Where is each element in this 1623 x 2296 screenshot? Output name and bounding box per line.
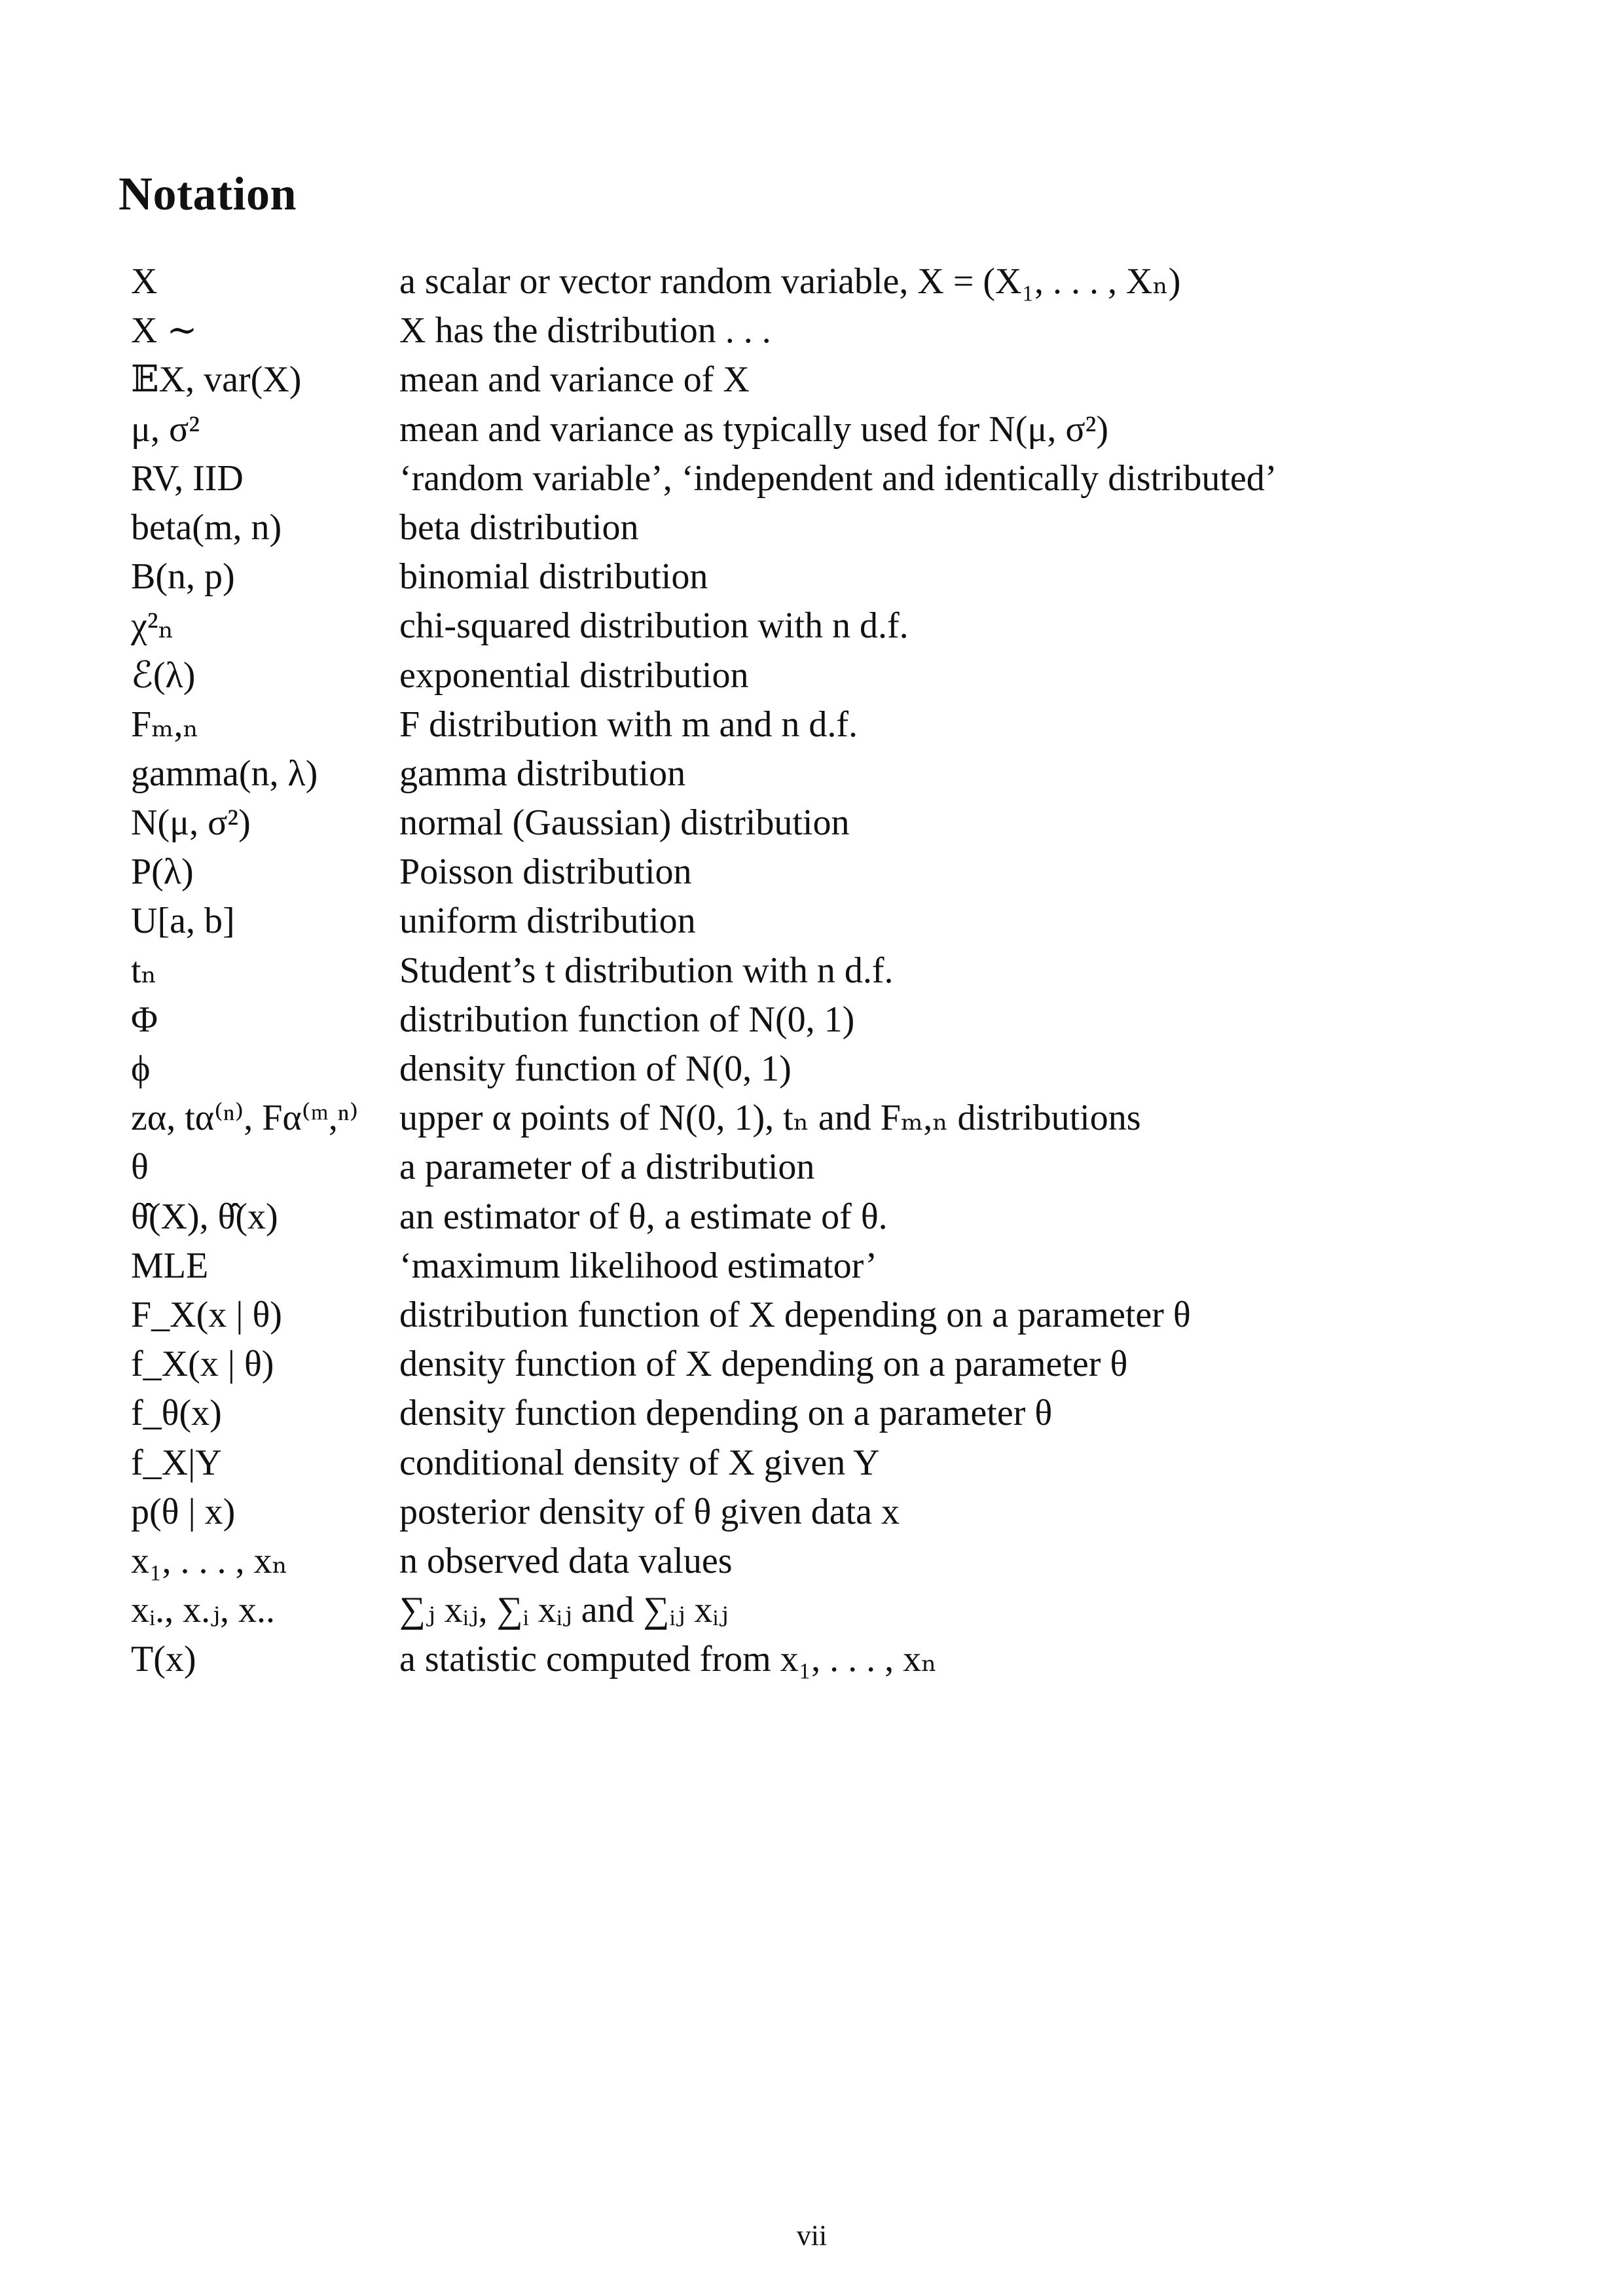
notation-row	[0, 1094, 1623, 1143]
notation-symbol: T(x)	[131, 1639, 196, 1680]
notation-symbol: θ	[131, 1147, 149, 1188]
section-title: Notation	[119, 168, 297, 220]
notation-symbol: X	[131, 261, 158, 302]
notation-symbol: f_θ(x)	[131, 1393, 222, 1434]
notation-symbol: RV, IID	[131, 457, 244, 499]
notation-row	[0, 700, 1623, 749]
notation-meaning: beta distribution	[399, 507, 639, 548]
notation-symbol: tₙ	[131, 950, 157, 991]
notation-meaning: exponential distribution	[399, 655, 749, 696]
notation-meaning: normal (Gaussian) distribution	[399, 802, 850, 844]
notation-meaning: mean and variance as typically used for N(μ, σ²)	[399, 408, 1109, 450]
notation-symbol: N(μ, σ²)	[131, 802, 251, 844]
notation-row	[0, 996, 1623, 1045]
notation-meaning: density function of N(0, 1)	[399, 1049, 792, 1089]
notation-symbol: x₁, . . . , xₙ	[131, 1540, 288, 1581]
notation-row	[0, 405, 1623, 454]
notation-row	[0, 552, 1623, 601]
notation-meaning: upper α points of N(0, 1), tₙ and Fₘ,ₙ distributions	[399, 1098, 1141, 1139]
notation-symbol: ϕ	[131, 1049, 151, 1089]
notation-meaning: Poisson distribution	[399, 852, 692, 893]
notation-meaning: distribution function of X depending on a parameter θ	[399, 1294, 1191, 1335]
notation-meaning: a scalar or vector random variable, X = (X₁, . . . , Xₙ)	[399, 261, 1181, 302]
notation-row	[0, 1635, 1623, 1684]
notation-row	[0, 651, 1623, 700]
notation-symbol: χ²ₙ	[131, 605, 174, 647]
notation-row	[0, 1045, 1623, 1094]
notation-meaning: F distribution with m and n d.f.	[399, 704, 858, 745]
notation-row	[0, 1439, 1623, 1488]
notation-meaning: Student’s t distribution with n d.f.	[399, 950, 894, 991]
notation-symbol: θ̂(X), θ̂(x)	[131, 1196, 278, 1237]
notation-row	[0, 601, 1623, 651]
notation-row	[0, 1488, 1623, 1537]
notation-row	[0, 503, 1623, 552]
notation-meaning: ∑ⱼ xᵢⱼ, ∑ᵢ xᵢⱼ and ∑ᵢⱼ xᵢⱼ	[399, 1590, 729, 1631]
notation-symbol: xᵢ., x.ⱼ, x..	[131, 1590, 275, 1631]
notation-symbol: μ, σ²	[131, 408, 200, 450]
notation-meaning: a statistic computed from x₁, . . . , xₙ	[399, 1639, 938, 1680]
notation-row	[0, 798, 1623, 848]
notation-row	[0, 1389, 1623, 1438]
notation-row	[0, 749, 1623, 798]
notation-symbol: beta(m, n)	[131, 507, 282, 548]
notation-symbol: 𝔼X, var(X)	[131, 359, 302, 401]
notation-row	[0, 1193, 1623, 1242]
notation-row	[0, 355, 1623, 404]
notation-row	[0, 1537, 1623, 1586]
notation-meaning: n observed data values	[399, 1540, 733, 1581]
notation-symbol: MLE	[131, 1245, 209, 1286]
notation-row	[0, 1143, 1623, 1192]
notation-symbol: B(n, p)	[131, 556, 235, 598]
notation-row	[0, 1291, 1623, 1340]
notation-symbol: F_X(x | θ)	[131, 1294, 282, 1335]
notation-meaning: conditional density of X given Y	[399, 1442, 880, 1483]
notation-row	[0, 257, 1623, 306]
notation-symbol: f_X|Y	[131, 1442, 222, 1483]
notation-meaning: chi-squared distribution with n d.f.	[399, 605, 909, 647]
notation-symbol: P(λ)	[131, 852, 194, 893]
notation-symbol: gamma(n, λ)	[131, 753, 318, 794]
notation-row	[0, 897, 1623, 946]
notation-symbol: X ∼	[131, 310, 198, 351]
notation-meaning: density function of X depending on a parameter θ	[399, 1344, 1128, 1385]
notation-list	[0, 257, 1623, 1684]
notation-meaning: gamma distribution	[399, 753, 686, 794]
notation-row	[0, 1242, 1623, 1291]
notation-meaning: a parameter of a distribution	[399, 1147, 815, 1188]
notation-symbol: Fₘ,ₙ	[131, 704, 199, 745]
notation-meaning: an estimator of θ, a estimate of θ.	[399, 1196, 888, 1237]
notation-symbol: f_X(x | θ)	[131, 1344, 274, 1385]
notation-row	[0, 946, 1623, 996]
notation-symbol: zα, tα⁽ⁿ⁾, Fα⁽ᵐ,ⁿ⁾	[131, 1098, 359, 1139]
notation-meaning: mean and variance of X	[399, 359, 750, 401]
notation-meaning: ‘random variable’, ‘independent and identically distributed’	[399, 457, 1277, 499]
notation-meaning: density function depending on a parameter θ	[399, 1393, 1053, 1434]
notation-symbol: p(θ | x)	[131, 1491, 236, 1532]
notation-meaning: X has the distribution . . .	[399, 310, 771, 351]
notation-row	[0, 848, 1623, 897]
notation-symbol: U[a, b]	[131, 901, 235, 942]
notation-meaning: ‘maximum likelihood estimator’	[399, 1245, 877, 1286]
notation-symbol: ℰ(λ)	[131, 655, 196, 696]
notation-row	[0, 306, 1623, 355]
notation-row	[0, 1586, 1623, 1635]
notation-meaning: uniform distribution	[399, 901, 696, 942]
notation-row	[0, 454, 1623, 503]
page-number: vii	[796, 2219, 828, 2251]
notation-symbol: Φ	[131, 999, 158, 1040]
notation-meaning: binomial distribution	[399, 556, 708, 598]
notation-meaning: posterior density of θ given data x	[399, 1491, 900, 1532]
notation-meaning: distribution function of N(0, 1)	[399, 999, 855, 1040]
notation-row	[0, 1340, 1623, 1389]
